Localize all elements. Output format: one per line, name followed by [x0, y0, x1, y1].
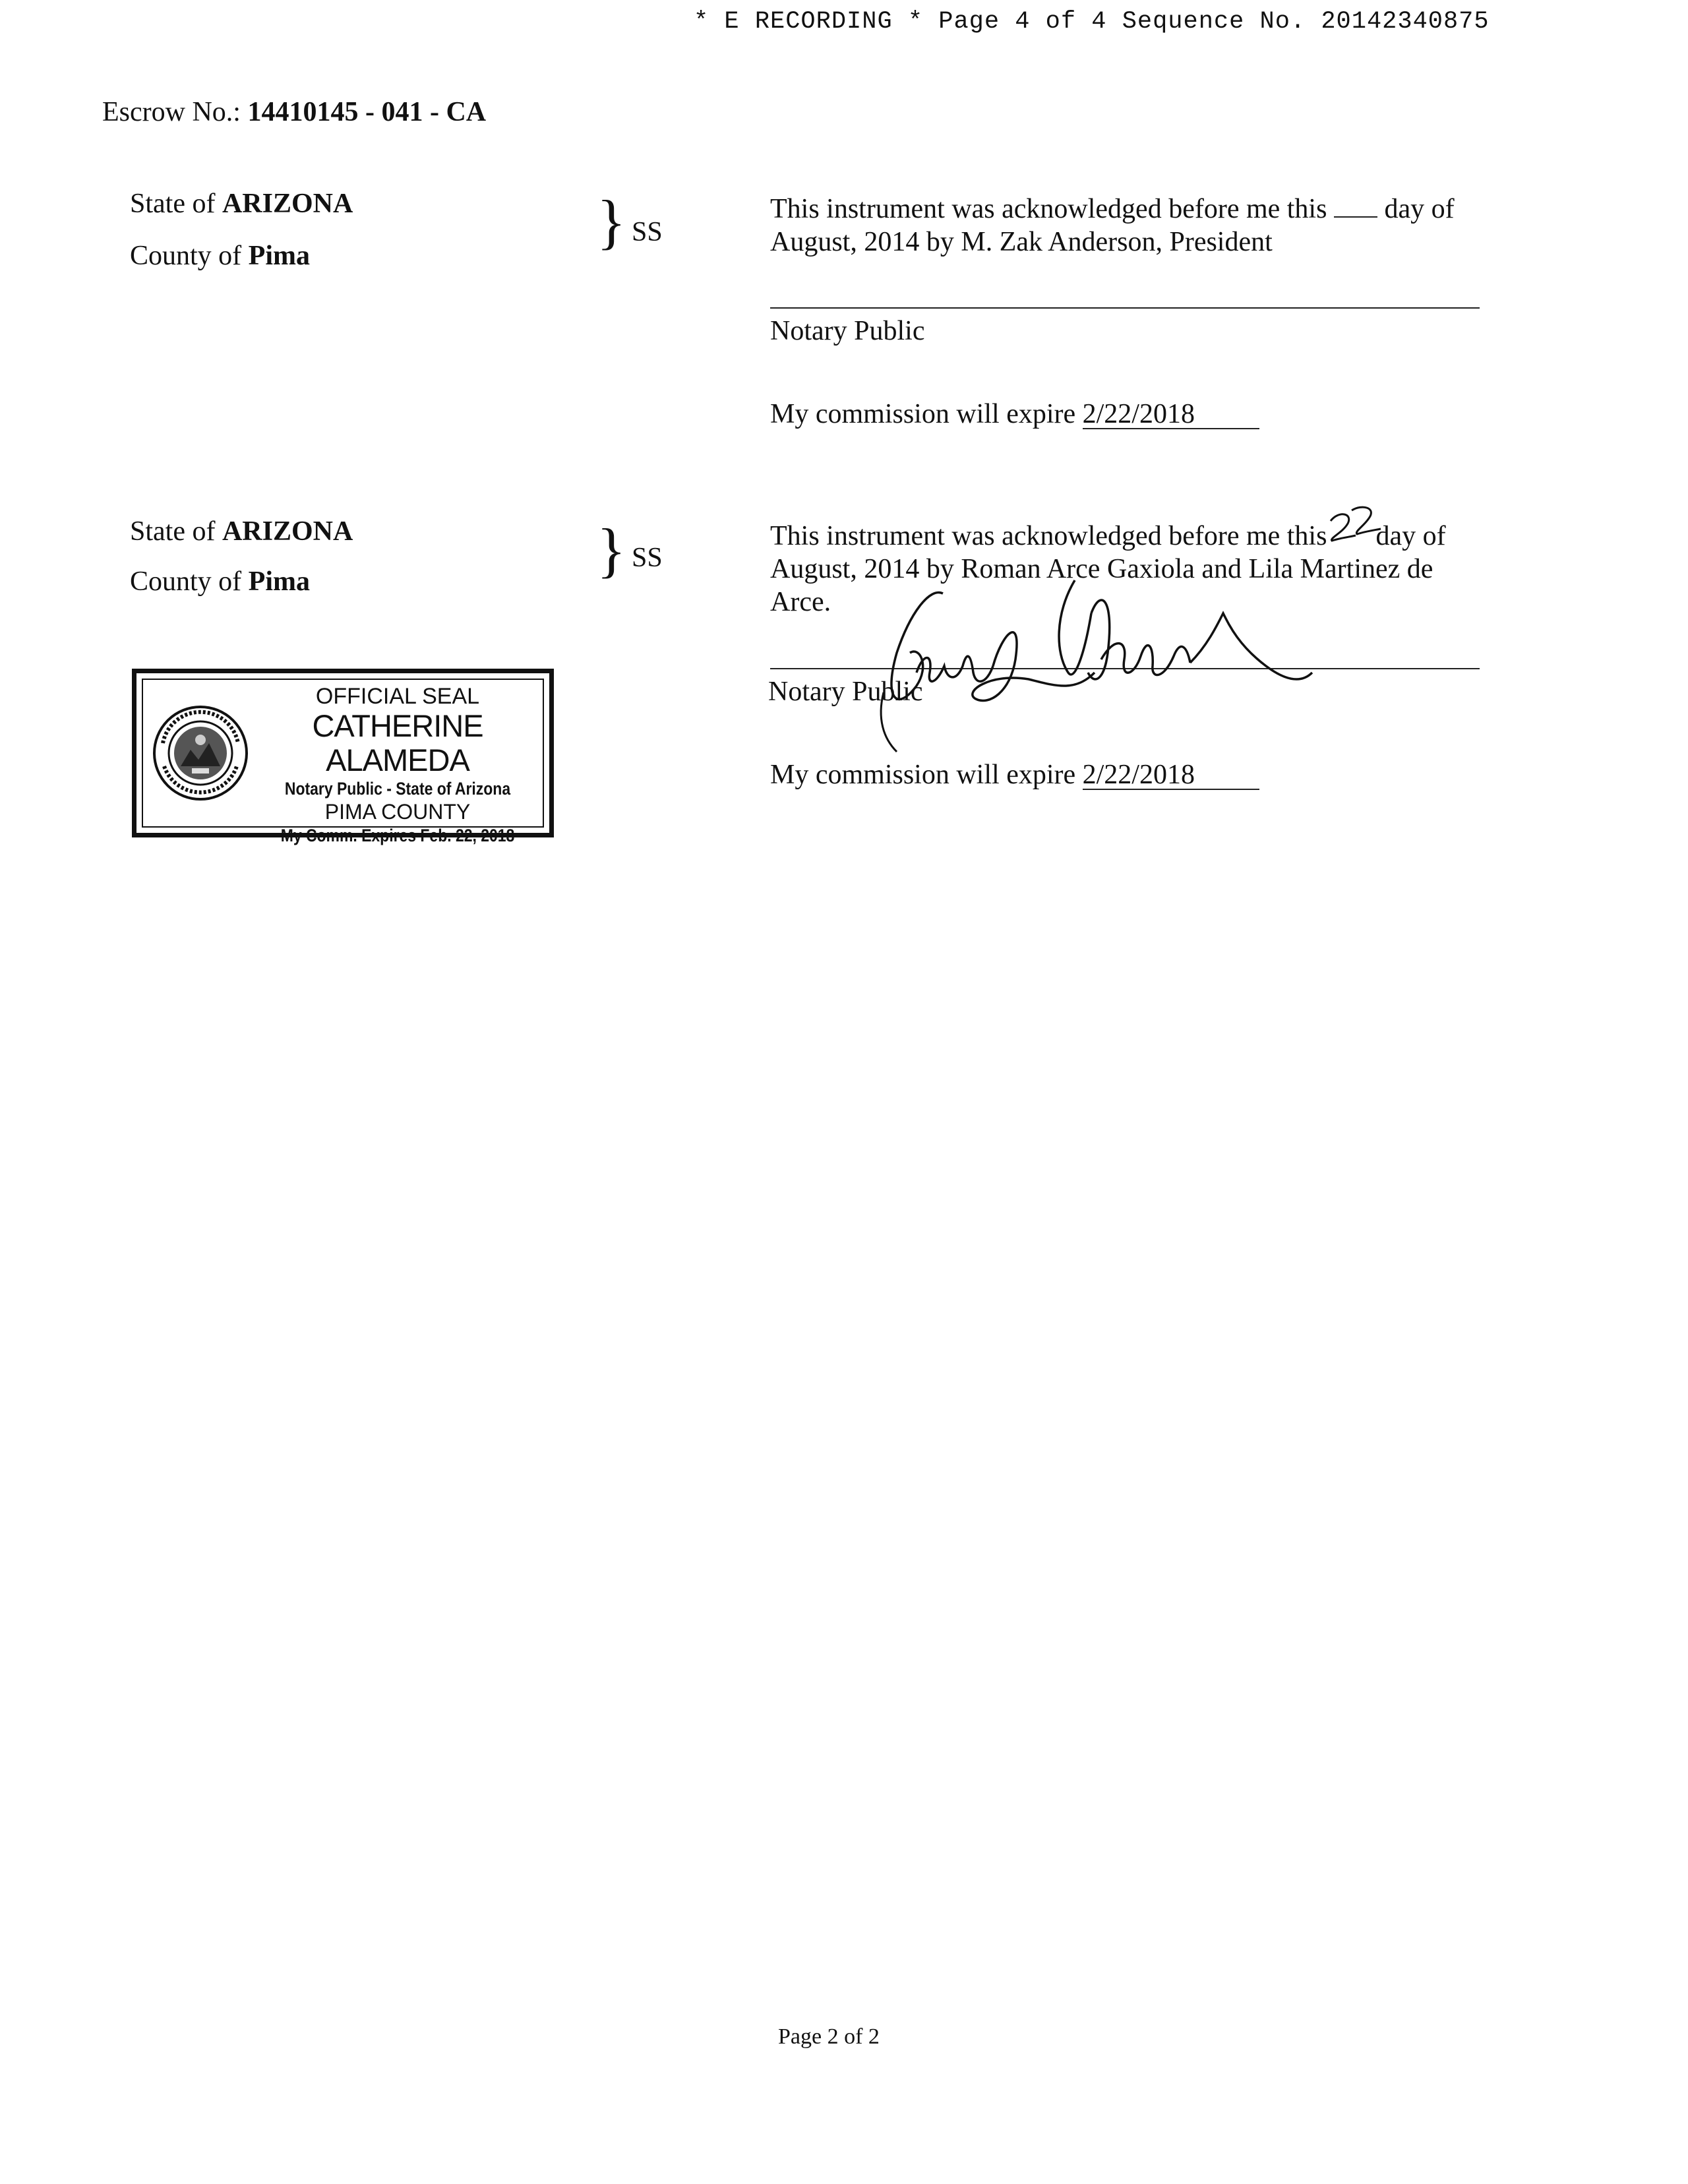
ss-label-2: SS [632, 543, 663, 573]
ack-line-1: This instrument was acknowledged before me this day of [770, 521, 1446, 551]
state-label: State of [130, 189, 222, 219]
state-label: State of [130, 516, 222, 547]
brace-2: } [597, 516, 626, 584]
ack-line-3: Arce. [770, 587, 831, 617]
county-label: County of [130, 566, 249, 597]
recording-header: * E RECORDING * Page 4 of 4 Sequence No. 20142340875 [694, 8, 1490, 36]
county-value: Pima [248, 566, 310, 597]
ack-line-1: This instrument was acknowledged before me this day of [770, 194, 1455, 224]
state-line-1 [130, 188, 353, 220]
notary-public-label-2: Notary Public [768, 677, 923, 707]
seal-notary-title: Notary Public - State of Arizona [284, 779, 511, 799]
commission-date-2: 2/22/2018 [1083, 761, 1259, 790]
ack-line-2: August, 2014 by M. Zak Anderson, President [770, 227, 1273, 257]
seal-notary-name: CATHERINE ALAMEDA [312, 708, 483, 777]
state-line-2 [130, 516, 353, 547]
county-label: County of [130, 241, 249, 271]
county-line-1 [130, 240, 310, 272]
seal-expiration: My Comm. Expires Feb. 22, 2018 [280, 826, 515, 845]
handwritten-day [1325, 501, 1385, 554]
seal-county: PIMA COUNTY [324, 800, 471, 824]
seal-title: OFFICIAL SEAL [315, 684, 480, 709]
state-value: ARIZONA [222, 189, 353, 219]
ack-line-2: August, 2014 by Roman Arce Gaxiola and Lila Martinez de [770, 554, 1433, 584]
notary-signature [857, 574, 1372, 772]
official-seal-stamp [132, 669, 554, 845]
county-value: Pima [248, 241, 310, 271]
day-blank [1334, 197, 1377, 218]
acknowledgment-1 [770, 193, 1502, 258]
county-line-2 [130, 566, 310, 597]
ss-label-1: SS [632, 217, 663, 247]
arizona-state-seal-icon [151, 704, 250, 803]
escrow-value: 14410145 - 041 - CA [247, 97, 487, 127]
page-number: Page 2 of 2 [778, 2024, 880, 2049]
state-value: ARIZONA [222, 516, 353, 547]
brace-1: } [597, 188, 626, 255]
commission-line-1: My commission will expire 2/22/2018 [770, 398, 1259, 430]
commission-line-2: My commission will expire 2/22/2018 [770, 759, 1259, 791]
escrow-number [102, 96, 486, 128]
escrow-label: Escrow No.: [102, 97, 248, 127]
signature-line-1 [770, 307, 1480, 309]
commission-date-1: 2/22/2018 [1083, 400, 1259, 429]
notary-public-label-1: Notary Public [770, 316, 925, 346]
seal-text-block [250, 684, 545, 847]
